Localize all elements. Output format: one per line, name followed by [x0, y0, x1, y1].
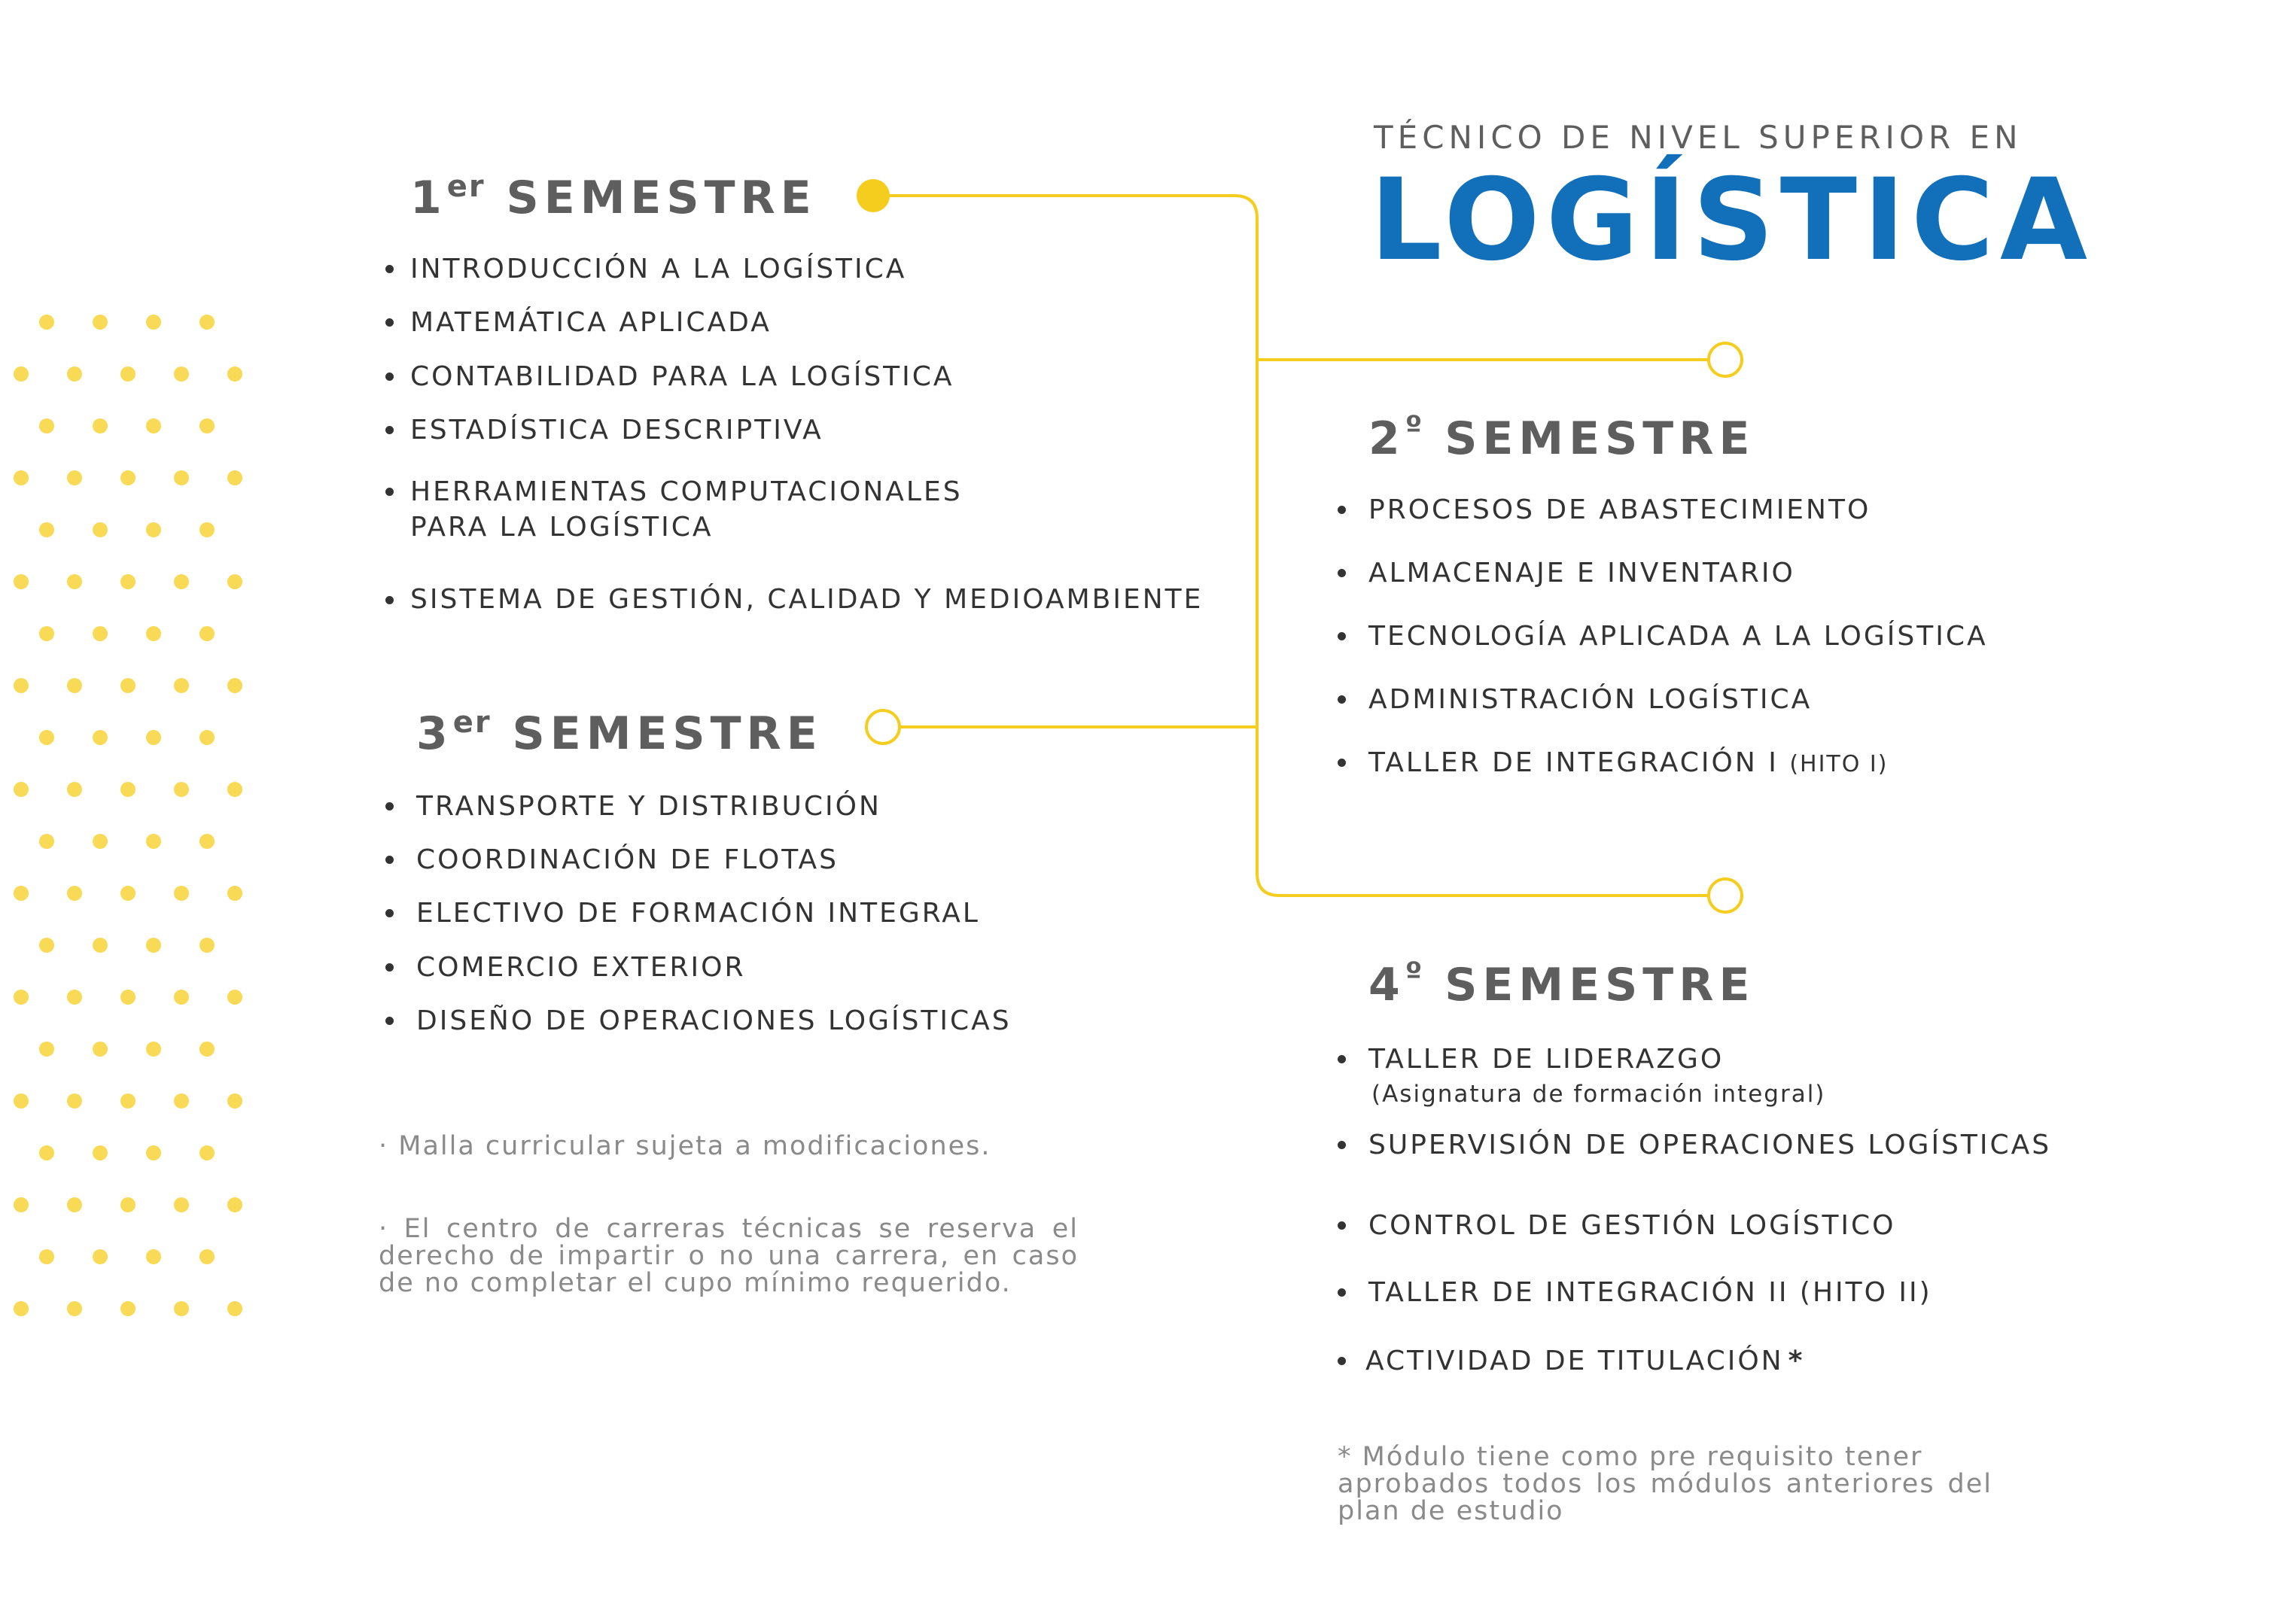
semester-4-title — [1368, 956, 1755, 1011]
bullet-icon — [385, 265, 394, 273]
bullet-icon — [1338, 1288, 1346, 1297]
note-line: de no completar el cupo mínimo requerido. — [379, 1268, 1012, 1298]
course-item: SISTEMA DE GESTIÓN, CALIDAD Y MEDIOAMBIENTE — [410, 584, 1204, 615]
course-item: CONTABILIDAD PARA LA LOGÍSTICA — [410, 361, 954, 392]
course-item: COMERCIO EXTERIOR — [416, 952, 746, 983]
course-item: ALMACENAJE E INVENTARIO — [1368, 558, 1795, 588]
program-subtitle: TÉCNICO DE NIVEL SUPERIOR EN — [1374, 119, 2023, 156]
course-item — [1368, 745, 1888, 783]
semester-ordinal: º — [1405, 956, 1424, 991]
semester-ordinal: er — [446, 169, 486, 204]
semester-3-node-icon — [866, 710, 900, 744]
bullet-icon — [1338, 1221, 1346, 1230]
course-item-note: (Asignatura de formación integral) — [1371, 1081, 1826, 1108]
bullet-icon — [385, 488, 394, 496]
course-item: DISEÑO DE OPERACIONES LOGÍSTICAS — [416, 1005, 1012, 1036]
semester-ordinal: er — [452, 705, 492, 740]
course-item: TRANSPORTE Y DISTRIBUCIÓN — [416, 791, 881, 822]
semester-1-node-icon — [857, 179, 890, 212]
course-item-continued: PARA LA LOGÍSTICA — [410, 512, 714, 543]
semester-number: 1 — [410, 172, 447, 224]
semester-4-node-icon — [1709, 879, 1742, 912]
course-name: TALLER DE INTEGRACIÓN I — [1368, 747, 1779, 778]
prerequisite-note — [1338, 1443, 1992, 1525]
bullet-icon — [1338, 759, 1346, 767]
course-item: TALLER DE INTEGRACIÓN II (HITO II) — [1368, 1277, 1932, 1308]
note-line: derecho de impartir o no una carrera, en caso — [379, 1241, 1079, 1271]
bullet-icon — [385, 802, 394, 810]
course-item: COORDINACIÓN DE FLOTAS — [416, 844, 839, 875]
bullet-icon — [385, 856, 394, 864]
program-title: LOGÍSTICA — [1370, 155, 2094, 286]
semester-2-node-icon — [1709, 343, 1742, 376]
semester-2-title — [1368, 412, 1755, 465]
course-item: ELECTIVO DE FORMACIÓN INTEGRAL — [416, 898, 980, 929]
course-item: CONTROL DE GESTIÓN LOGÍSTICO — [1368, 1210, 1896, 1241]
bullet-icon — [1338, 1357, 1346, 1365]
bullet-icon — [385, 1017, 394, 1025]
bullet-icon — [1338, 632, 1346, 640]
course-item: TECNOLOGÍA APLICADA A LA LOGÍSTICA — [1368, 621, 1988, 652]
semester-number: 2 — [1368, 412, 1405, 465]
course-item: HERRAMIENTAS COMPUTACIONALES — [410, 476, 963, 507]
semester-number: 4 — [1368, 959, 1405, 1011]
semester-1-title — [410, 169, 817, 224]
semester-3-title — [416, 707, 823, 760]
course-item: INTRODUCCIÓN A LA LOGÍSTICA — [410, 254, 907, 284]
bullet-icon — [1338, 1055, 1346, 1063]
bullet-icon — [385, 596, 394, 604]
course-item: PROCESOS DE ABASTECIMIENTO — [1368, 494, 1871, 525]
semester-number: 3 — [416, 707, 453, 760]
connector-line — [873, 196, 1709, 896]
bullet-icon — [1338, 569, 1346, 577]
bullet-icon — [1338, 1141, 1346, 1149]
bullet-icon — [1338, 695, 1346, 704]
asterisk-mark: * — [1788, 1346, 1805, 1376]
bullet-icon — [385, 318, 394, 327]
semester-ordinal: º — [1405, 410, 1424, 445]
course-item — [1365, 1343, 1804, 1379]
curriculum-note: · Malla curricular sujeta a modificaciones. — [379, 1131, 991, 1161]
bullet-icon — [385, 373, 394, 381]
course-item: MATEMÁTICA APLICADA — [410, 307, 772, 338]
semester-label: SEMESTRE — [506, 172, 817, 224]
note-line: * Módulo tiene como pre requisito tener — [1338, 1442, 1923, 1472]
bullet-icon — [385, 963, 394, 972]
course-milestone: (HITO I) — [1789, 751, 1889, 777]
semester-label: SEMESTRE — [1444, 412, 1755, 465]
course-item: SUPERVISIÓN DE OPERACIONES LOGÍSTICAS — [1368, 1130, 2052, 1160]
note-line: aprobados todos los módulos anteriores del — [1338, 1469, 1992, 1499]
course-item: ADMINISTRACIÓN LOGÍSTICA — [1368, 684, 1813, 715]
semester-label: SEMESTRE — [1444, 959, 1755, 1011]
course-name: ACTIVIDAD DE TITULACIÓN — [1365, 1346, 1784, 1376]
course-item: TALLER DE LIDERAZGO — [1368, 1044, 1725, 1075]
bullet-icon — [385, 909, 394, 917]
availability-note — [379, 1215, 1079, 1297]
semester-label: SEMESTRE — [512, 707, 823, 760]
course-item: ESTADÍSTICA DESCRIPTIVA — [410, 415, 823, 446]
bullet-icon — [385, 426, 394, 434]
note-line: plan de estudio — [1338, 1496, 1564, 1526]
bullet-icon — [1338, 506, 1346, 514]
note-line: · El centro de carreras técnicas se reserva el — [379, 1214, 1079, 1244]
